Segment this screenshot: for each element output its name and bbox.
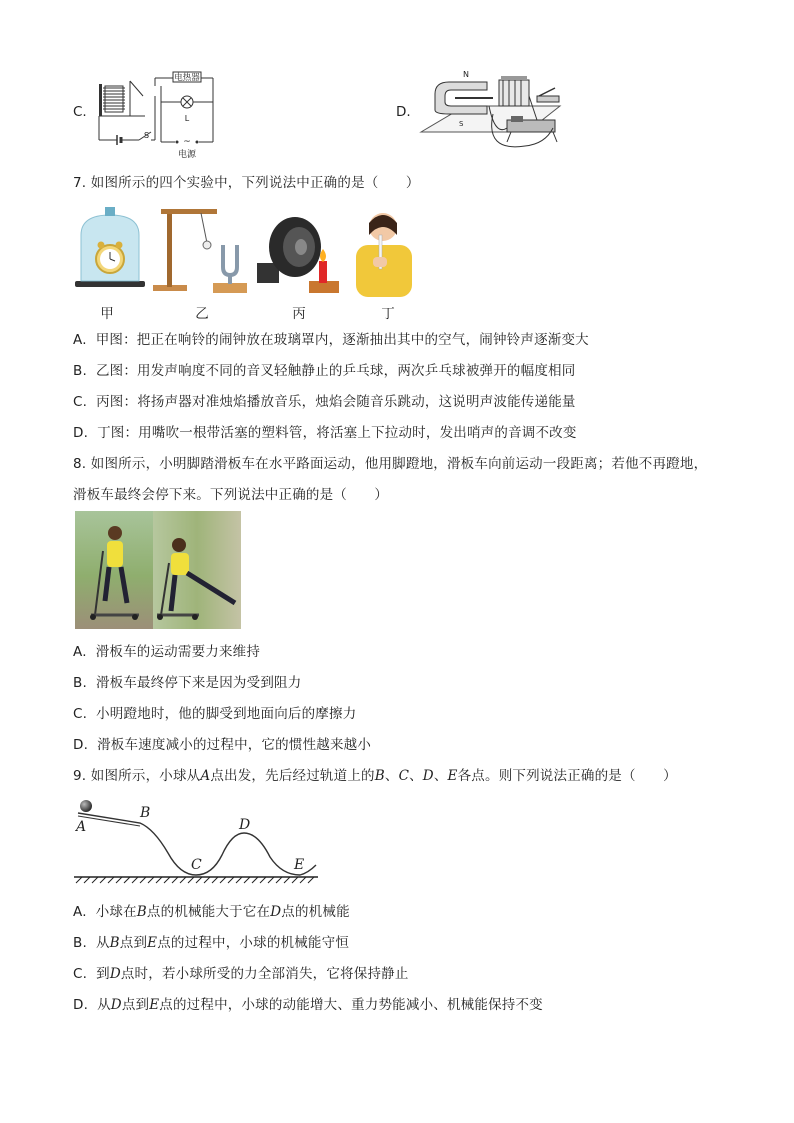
caption-jia: 甲 xyxy=(100,306,114,322)
c-ac-symbol: ~ xyxy=(183,137,191,147)
option-label: C. xyxy=(73,394,88,410)
q9-option-c: C. 到D点时，若小球所受的力全部消失，它将保持静止 xyxy=(73,966,409,982)
q7-option-a xyxy=(73,328,589,348)
figure-bell-jar xyxy=(75,207,145,287)
option-text: 乙图：用发声响度不同的音叉轻触静止的乒乓球，两次乒乓球被弹开的幅度相同 xyxy=(95,363,576,379)
option-label: D. xyxy=(73,737,89,753)
q8-stem-line1: 8. 如图所示，小明脚踏滑板车在水平路面运动，他用脚蹬地，滑板车向前运动一段距离；若他不再蹬地， xyxy=(73,456,708,472)
point-c-label: C xyxy=(191,857,202,873)
q7-option-b xyxy=(73,359,575,379)
q8-option-b xyxy=(73,671,301,691)
q9-option-a: A. 小球在B点的机械能大于它在D点的机械能 xyxy=(73,904,350,920)
caption-yi: 乙 xyxy=(195,306,209,322)
q9-track-figure xyxy=(72,795,322,885)
option-label: C. xyxy=(73,706,88,722)
q9-stem: 9. 如图所示，小球从A点出发，先后经过轨道上的B、C、D、E各点。则下列说法正确的是（ ） xyxy=(73,768,677,784)
q7-option-c xyxy=(73,390,576,410)
figure-tuning-fork xyxy=(153,209,247,293)
option-label: D. xyxy=(73,425,89,441)
q6-option-c-label: C. xyxy=(73,104,87,120)
point-e-label: E xyxy=(294,857,305,873)
q8-option-c xyxy=(73,702,356,722)
d-north-label: N xyxy=(463,70,469,79)
caption-ding: 丁 xyxy=(381,306,395,322)
point-b-label: B xyxy=(140,805,151,821)
point-d-label: D xyxy=(239,817,251,833)
q6-option-d-generator-figure xyxy=(415,66,575,158)
option-label: B. xyxy=(73,363,87,379)
q7-option-d xyxy=(73,421,577,441)
q6-option-d-label: D. xyxy=(396,104,411,120)
option-label: A. xyxy=(73,644,87,660)
option-text: 小明蹬地时，他的脚受到地面向后的摩擦力 xyxy=(96,706,357,722)
q8-scooter-photos xyxy=(75,511,241,629)
option-text: 丁图：用嘴吹一根带活塞的塑料管，将活塞上下拉动时，发出哨声的音调不改变 xyxy=(97,425,577,441)
c-heater-label: 电热器 xyxy=(174,73,200,83)
caption-bing: 丙 xyxy=(292,306,306,322)
q8-option-a xyxy=(73,640,260,660)
option-text: 滑板车最终停下来是因为受到阻力 xyxy=(95,675,302,691)
option-text: 滑板车速度减小的过程中，它的惯性越来越小 xyxy=(97,737,372,753)
q9-option-b: B. 从B点到E点的过程中，小球的机械能守恒 xyxy=(73,935,350,951)
option-text: 甲图：把正在响铃的闹钟放在玻璃罩内，逐渐抽出其中的空气，闹钟铃声逐渐变大 xyxy=(95,332,589,348)
figure-girl-whistle xyxy=(356,213,412,297)
option-label: A. xyxy=(73,332,87,348)
point-a-label: A xyxy=(76,819,87,835)
figure-speaker-candle xyxy=(257,217,339,293)
option-label: B. xyxy=(73,675,87,691)
c-lamp-label: L xyxy=(184,114,190,123)
d-south-label: S xyxy=(459,120,464,128)
option-text: 丙图：将扬声器对准烛焰播放音乐，烛焰会随音乐跳动，这说明声波能传递能量 xyxy=(96,394,576,410)
q6-option-c-circuit-figure xyxy=(95,66,230,161)
q7-stem: 7. 如图所示的四个实验中，下列说法中正确的是（ ） xyxy=(73,175,420,191)
c-power-label: 电源 xyxy=(177,150,197,160)
q7-figures xyxy=(73,205,423,300)
q8-stem-line2: 滑板车最终会停下来。下列说法中正确的是（ ） xyxy=(73,487,389,503)
c-switch-label: S xyxy=(144,131,150,140)
ball-icon xyxy=(80,800,92,812)
q8-option-d xyxy=(73,733,371,753)
q9-option-d: D. 从D点到E点的过程中，小球的动能增大、重力势能减小、机械能保持不变 xyxy=(73,997,543,1013)
option-text: 滑板车的运动需要力来维持 xyxy=(95,644,261,660)
